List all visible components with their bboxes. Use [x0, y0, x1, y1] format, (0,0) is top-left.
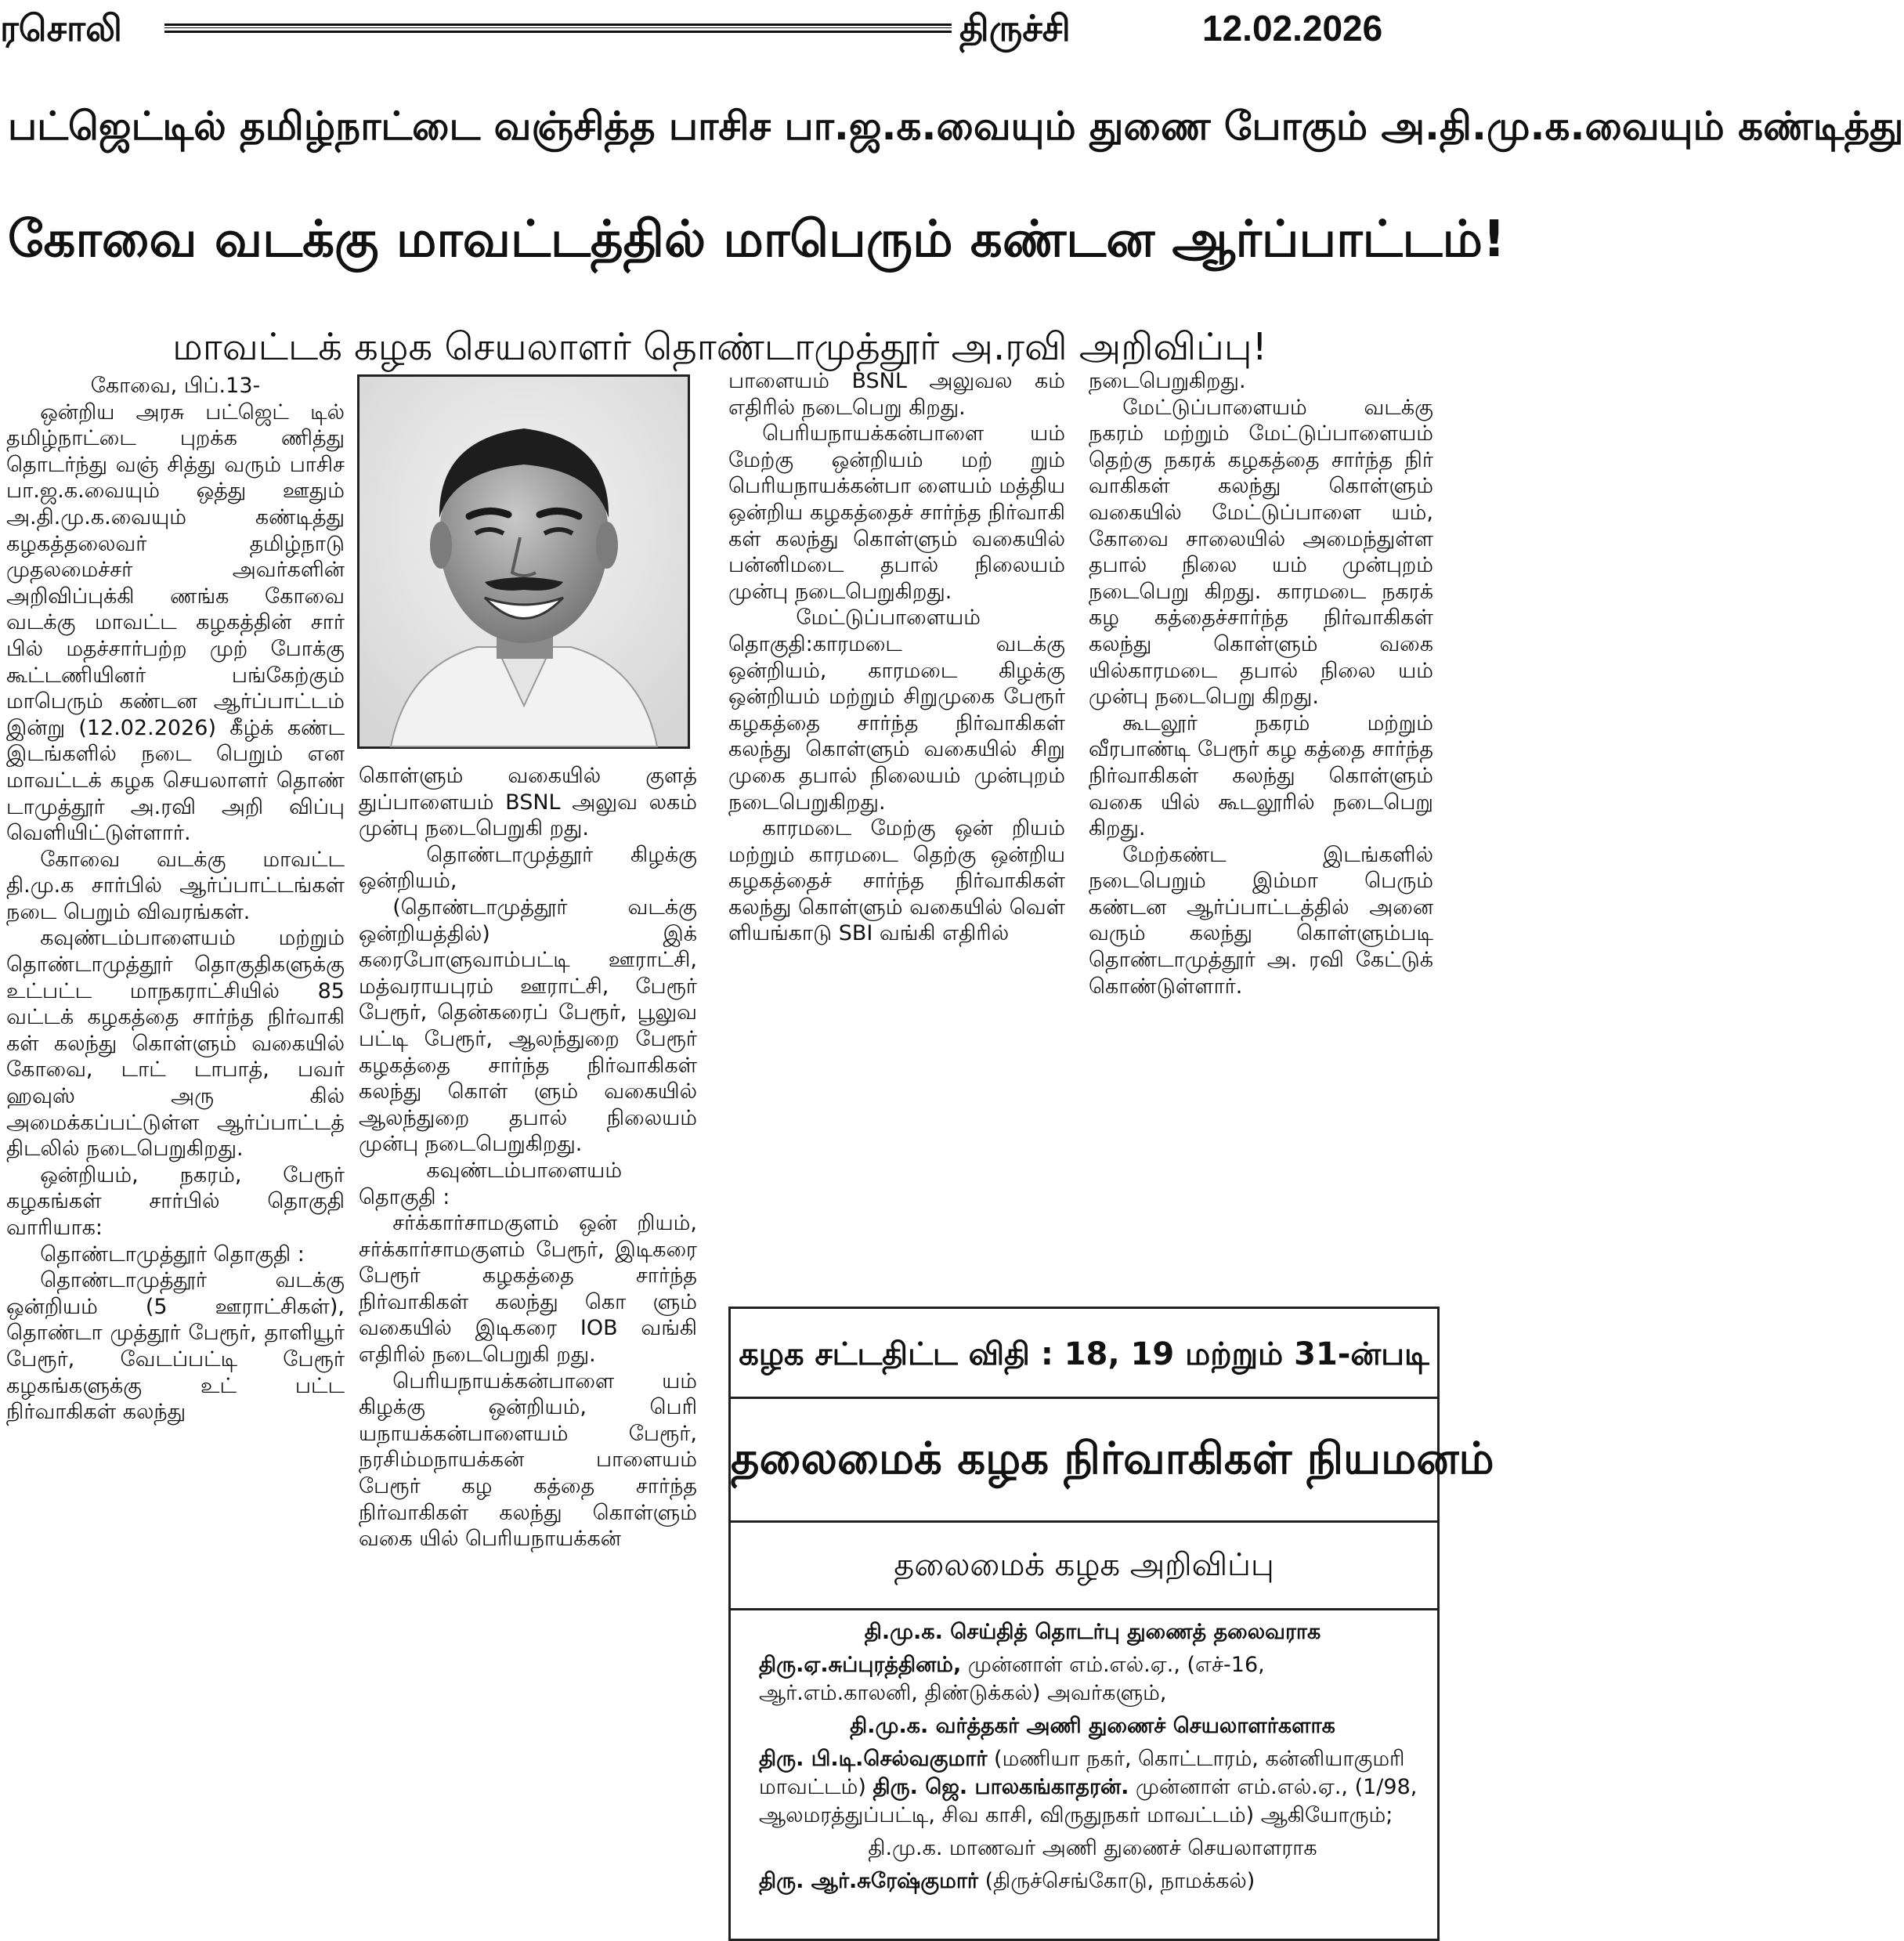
appointee-detail: (மணியா நகர், கொட்டாரம், கன்னியாகுமரி மாவட்டம்) [759, 1747, 1405, 1799]
paragraph: மேட்டுப்பாளையம் வடக்கு நகரம் மற்றும் மேட்டுப்பாளையம் தெற்கு நகரக் கழகத்தை சார்ந்த நிர் வாகிகள் கலந்து கொள்ளும் வகையில் மேட்டுப்பாளை யம், கோவை சாலையில் அமைந்துள்ள தபால் நிலை யம் முன்புறம் நடைபெறு கிறது. காரமடை நகரக் கழ கத்தைச்சார்ந்த நிர்வாகிகள் கலந்து கொள்ளும் வகை யில்காரமடை தபால் நிலை யம் முன்பு நடைபெறு கிறது. [1089, 395, 1433, 710]
article-subheadline: மாவட்டக் கழக செயலாளர் தொண்டாமுத்தூர் அ.ரவி அறிவிப்பு! [172, 325, 1267, 369]
newspaper-name: ரசொலி [0, 7, 122, 49]
paragraph: கவுண்டம்பாளையம் தொகுதி : [359, 1158, 623, 1209]
appointee-detail: முன்னாள் எம்.எல்.ஏ., (1/98, ஆலமரத்துப்பட்டி, சிவ காசி, விருதுநகர் மாவட்டம்) ஆகியோரும்; [759, 1775, 1418, 1827]
appointment-entry [759, 1867, 1426, 1896]
paragraph: மேற்கண்ட இடங்களில் நடைபெறும் இம்மா பெரும் கண்டன ஆர்ப்பாட்டத்தில் அனை வரும் கலந்து கொள்ளும்படி தொண்டாமுத்தூர் அ. ரவி கேட்டுக் கொண்டுள்ளார். [1089, 842, 1433, 999]
appointee-detail: முன்னாள் எம்.எல்.ஏ., (எச்-16, ஆர்.எம்.காலனி, திண்டுக்கல்) அவர்களும், [759, 1653, 1265, 1705]
appointment-role: தி.மு.க. செய்தித் தொடர்பு துணைத் தலைவராக [864, 1620, 1321, 1644]
paragraph: பாளையம் BSNL அலுவல கம் எதிரில் நடைபெறு கிறது. [728, 369, 1065, 420]
notice-divider [731, 1397, 1437, 1399]
appointee-name: திரு. ஆர்.சுரேஷ்குமார் [759, 1869, 979, 1893]
appointment-role: தி.மு.க. வர்த்தகர் அணி துணைச் செயலாளர்களாக [850, 1714, 1335, 1738]
notice-heading: தலைமைக் கழக நிர்வாகிகள் நியமனம் [731, 1433, 1494, 1484]
paragraph: தொண்டாமுத்தூர் தொகுதி : [40, 1242, 305, 1267]
paragraph: மேட்டுப்பாளையம் தொகுதி:காரமடை வடக்கு ஒன்றியம், காரமடை கிழக்கு ஒன்றியம் மற்றும் சிறுமுகை பேரூர் கழகத்தை சார்ந்த நிர்வாகிகள் கலந்து கொள்ளும் வகையில் சிறு முகை தபால் நிலையம் முன்புறம் நடைபெறுகிறது. [728, 605, 1065, 815]
paragraph: கூடலூர் நகரம் மற்றும் வீரபாண்டி பேரூர் கழ கத்தை சார்ந்த நிர்வாகிகள் கலந்து கொள்ளும் வகை யில் கூடலூரில் நடைபெறு கிறது. [1089, 710, 1433, 841]
notice-body [759, 1618, 1426, 1900]
dateline: கோவை, பிப்.13- [90, 374, 261, 398]
masthead-rule [164, 23, 952, 33]
paragraph: நடைபெறுகிறது. [1089, 369, 1246, 393]
appointee-name: திரு. ஜெ. பாலகங்காதரன். [873, 1775, 1129, 1799]
notice-divider [731, 1608, 1437, 1610]
appointee-name: திரு.ஏ.சுப்புரத்தினம், [759, 1653, 962, 1677]
appointee-name: திரு. பி.டி.செல்வகுமார் [759, 1747, 988, 1771]
article-headline: கோவை வடக்கு மாவட்டத்தில் மாபெரும் கண்டன ஆர்ப்பாட்டம்! [8, 211, 1506, 269]
appointment-entry [759, 1651, 1426, 1708]
article-column-3 [728, 368, 1065, 947]
paragraph: (தொண்டாமுத்தூர் வடக்கு ஒன்றியத்தில்) இக் கரைபோளுவாம்பட்டி ஊராட்சி, மத்வராயபுரம் ஊராட்சி, பேரூர் பேரூர், தென்கரைப் பேரூர், பூலுவ பட்டி பேரூர், ஆலந்துறை பேரூர் கழகத்தை சார்ந்த நிர்வாகிகள் கலந்து கொள் ளும் வகையில் ஆலந்துறை தபால் நிலையம் முன்பு நடைபெறுகிறது. [359, 895, 697, 1157]
article-column-1 [6, 373, 345, 1426]
notice-divider [731, 1520, 1437, 1523]
district-secretary-photo [357, 374, 690, 749]
paragraph: தொண்டாமுத்தூர் கிழக்கு ஒன்றியம், [359, 842, 697, 894]
article-column-4 [1089, 368, 1433, 999]
edition-date: 12.02.2026 [1202, 8, 1383, 49]
paragraph: பெரியநாயக்கன்பாளை யம் மேற்கு ஒன்றியம் மற் றும் பெரியநாயக்கன்பா ளையம் மத்திய ஒன்றிய கழகத்தைச் சார்ந்த நிர்வாகி கள் கலந்து கொள்ளும் வகையில் பன்னிமடை தபால் நிலையம் முன்பு நடைபெறுகிறது. [728, 421, 1065, 604]
paragraph: காரமடை மேற்கு ஒன் றியம் மற்றும் காரமடை தெற்கு ஒன்றிய கழகத்தைச் சார்ந்த நிர்வாகிகள் கலந்து கொள்ளும் வகையில் வெள் ளியங்காடு SBI வங்கி எதிரில் [728, 816, 1065, 946]
paragraph: கோவை வடக்கு மாவட்ட தி.மு.க சார்பில் ஆர்ப்பாட்டங்கள் நடை பெறும் விவரங்கள். [6, 847, 345, 924]
paragraph: ஒன்றிய அரசு பட்ஜெட் டில் தமிழ்நாட்டை புறக்க ணித்து தொடர்ந்து வஞ் சித்து வரும் பாசிச பா.ஜ.க.வையும் ஒத்து ஊதும் அ.தி.மு.க.வையும் கண்டித்து கழகத்தலைவர் தமிழ்நாடு முதலமைச்சர் அவர்களின் அறிவிப்புக்கி ணங்க கோவை வடக்கு மாவட்ட கழகத்தின் சார் பில் மதச்சார்பற்ற முற் போக்கு கூட்டணியினர் பங்கேற்கும் மாபெரும் கண்டன ஆர்ப்பாட்டம் இன்று (12.02.2026) கீழ்க் கண்ட இடங்களில் நடை பெறும் என மாவட்டக் கழக செயலாளர் தொண் டாமுத்தூர் அ.ரவி அறி விப்பு வெளியிட்டுள்ளார். [6, 399, 345, 846]
paragraph: தொண்டாமுத்தூர் வடக்கு ஒன்றியம் (5 ஊராட்சிகள்), தொண்டா முத்தூர் பேரூர், தாளியூர் பேரூர், வேடப்பட்டி பேரூர் கழகங்களுக்கு உட் பட்ட நிர்வாகிகள் கலந்து [6, 1268, 345, 1425]
article-kicker: பட்ஜெட்டில் தமிழ்நாட்டை வஞ்சித்த பாசிச பா.ஜ.க.வையும் துணை போகும் அ.தி.மு.க.வையும் கண்டித்து [8, 103, 1904, 149]
paragraph: சர்க்கார்சாமகுளம் ஒன் றியம், சர்க்கார்சாமகுளம் பேரூர், இடிகரை பேரூர் கழகத்தை சார்ந்த நிர்வாகிகள் கலந்து கொ ளும் வகையில் இடிகரை IOB வங்கி எதிரில் நடைபெறுகி றது. [359, 1211, 697, 1368]
appointment-entry [759, 1745, 1426, 1830]
edition-city: திருச்சி [959, 7, 1071, 49]
paragraph: பெரியநாயக்கன்பாளை யம் கிழக்கு ஒன்றியம், பெரி யநாயக்கன்பாளையம் பேரூர், நரசிம்மநாயக்கன் பாளையம் பேரூர் கழ கத்தை சார்ந்த நிர்வாகிகள் கலந்து கொள்ளும் வகை யில் பெரியநாயக்கன் [359, 1368, 697, 1552]
article-column-2 [359, 763, 697, 1552]
paragraph: ஒன்றியம், நகரம், பேரூர் கழகங்கள் சார்பில் தொகுதி வாரியாக: [6, 1162, 345, 1240]
appointment-role: தி.மு.க. மாணவர் அணி துணைச் செயலாளராக [868, 1836, 1317, 1860]
appointment-notice-box [728, 1307, 1494, 1941]
paragraph: கவுண்டம்பாளையம் மற்றும் தொண்டாமுத்தூர் தொகுதிகளுக்கு உட்பட்ட மாநகராட்சியில் 85 வட்டக் கழகத்தை சார்ந்த நிர்வாகி கள் கலந்து கொள்ளும் வகையில் கோவை, டாட் டாபாத், பவர் ஹவுஸ் அரு கில் அமைக்கப்பட்டுள்ள ஆர்ப்பாட்டத் திடலில் நடைபெறுகிறது. [6, 926, 345, 1162]
notice-title: கழக சட்டதிட்ட விதி : 18, 19 மற்றும் 31-ன்படி [739, 1336, 1429, 1372]
portrait-illustration [359, 377, 688, 746]
notice-subheading: தலைமைக் கழக அறிவிப்பு [894, 1547, 1274, 1583]
appointee-detail: (திருச்செங்கோடு, நாமக்கல்) [985, 1869, 1255, 1893]
paragraph: கொள்ளும் வகையில் குளத் துப்பாளையம் BSNL அலுவ லகம் முன்பு நடைபெறுகி றது. [359, 764, 697, 841]
